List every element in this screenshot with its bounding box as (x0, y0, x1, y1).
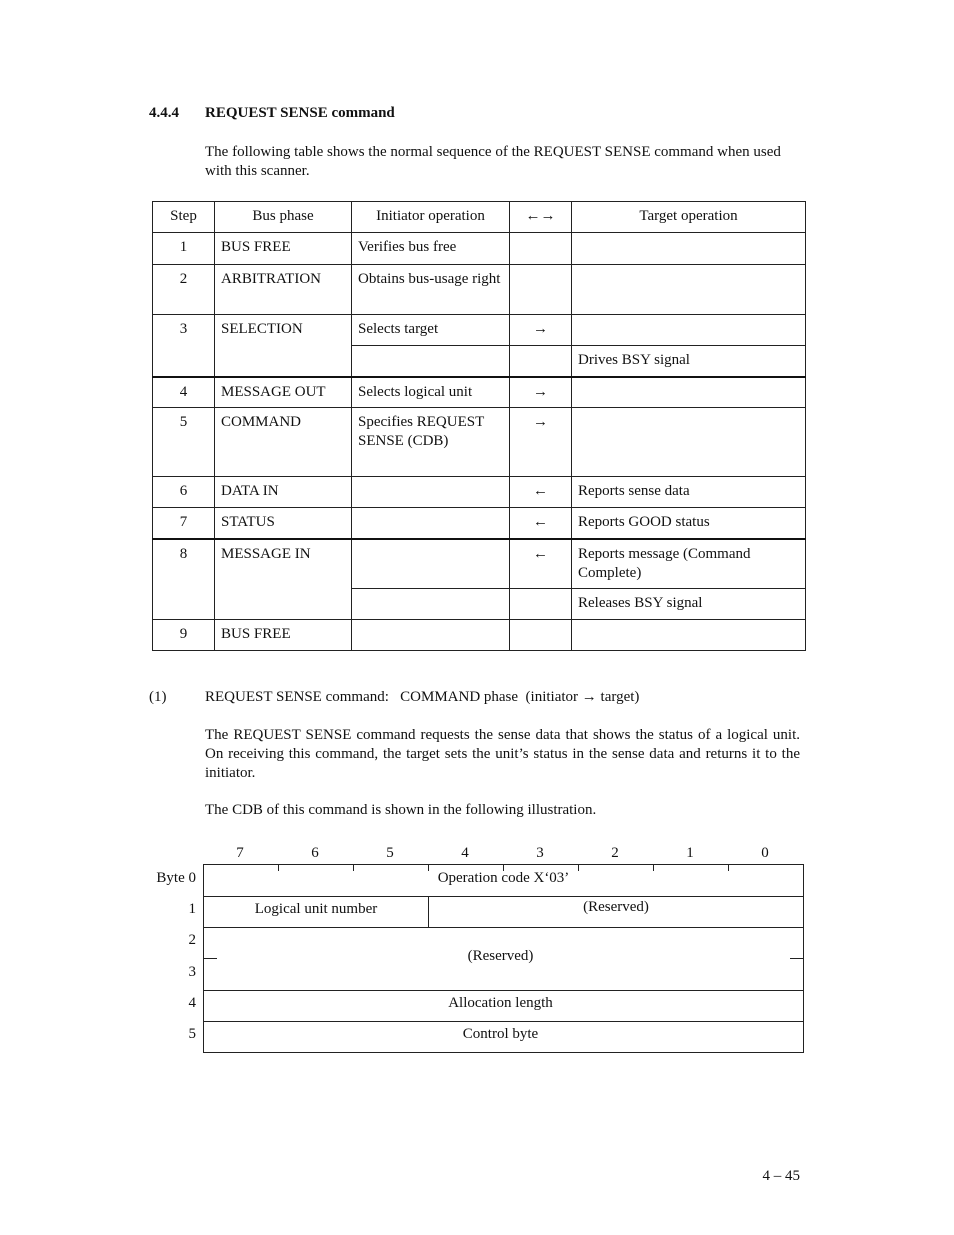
page-number: 4 – 45 (762, 1168, 800, 1184)
phase-cell: ARBITRATION (215, 265, 352, 315)
initiator-cell (352, 477, 510, 508)
bit-number: 4 (461, 845, 469, 861)
bit-number: 3 (536, 845, 544, 861)
section-number: 4.4.4 (149, 105, 179, 121)
bit-number: 6 (311, 845, 319, 861)
header-direction: ←→ (510, 202, 572, 233)
subsection-title: REQUEST SENSE command: COMMAND phase (initiator → target) (205, 689, 640, 705)
phase-cell: MESSAGE OUT (215, 377, 352, 408)
target-cell (572, 408, 806, 477)
phase-cell: BUS FREE (215, 620, 352, 651)
cdb-intro-paragraph: The CDB of this command is shown in the following illustration. (205, 802, 597, 818)
intro-paragraph: The following table shows the normal sequence of the REQUEST SENSE command when used with this scanner. (205, 144, 781, 179)
initiator-cell: Selects logical unit (352, 377, 510, 408)
step-cell: 3 (153, 315, 215, 377)
step-cell: 6 (153, 477, 215, 508)
step-cell: 7 (153, 508, 215, 539)
initiator-cell (352, 346, 510, 377)
table-row (153, 408, 806, 477)
target-cell (572, 620, 806, 651)
bit-number: 5 (386, 845, 394, 861)
arrow-cell (510, 620, 572, 651)
byte-label: 3 (188, 964, 196, 980)
phase-cell: BUS FREE (215, 233, 352, 265)
step-cell: 5 (153, 408, 215, 477)
opcode-field: Operation code X‘03’ (437, 870, 570, 886)
byte-label: 2 (188, 932, 196, 948)
header-step: Step (153, 202, 215, 233)
initiator-cell: Verifies bus free (352, 233, 510, 265)
initiator-cell (352, 620, 510, 651)
target-cell (572, 265, 806, 315)
table-row (153, 539, 806, 589)
bit-number: 1 (686, 845, 694, 861)
byte1-reserved-field: (Reserved) (583, 899, 649, 915)
bit-number: 0 (761, 845, 769, 861)
sequence-table (152, 201, 806, 651)
table-row (153, 265, 806, 315)
byte-label: 5 (188, 1026, 196, 1042)
subsection-number: (1) (149, 689, 167, 705)
target-cell (572, 377, 806, 408)
lun-field: Logical unit number (254, 901, 378, 917)
step-cell: 2 (153, 265, 215, 315)
phase-cell: STATUS (215, 508, 352, 539)
table-row (153, 477, 806, 508)
phase-cell: SELECTION (215, 315, 352, 377)
bit-number: 7 (236, 845, 244, 861)
initiator-cell: Specifies REQUEST SENSE (CDB) (352, 408, 510, 477)
arrow-cell: ← (510, 477, 572, 508)
table-row (153, 620, 806, 651)
bit-number: 2 (611, 845, 619, 861)
allocation-length-field: Allocation length (448, 995, 553, 1011)
step-cell: 9 (153, 620, 215, 651)
description-paragraph: The REQUEST SENSE command requests the sense data that shows the status of a logical unit. On receiving this command, the target sets the unit’s status in the sense data and returns it to the initiator. (205, 727, 800, 781)
byte-label: Byte 0 (156, 870, 196, 886)
step-cell: 4 (153, 377, 215, 408)
initiator-cell (352, 589, 510, 620)
table-header-row (153, 202, 806, 233)
bytes23-reserved-field: (Reserved) (467, 948, 534, 964)
target-cell: Drives BSY signal (572, 346, 806, 377)
arrow-cell (510, 265, 572, 315)
target-cell: Reports message (Command Complete) (572, 539, 806, 589)
initiator-cell: Selects target (352, 315, 510, 346)
phase-cell: MESSAGE IN (215, 539, 352, 620)
arrow-cell: → (510, 315, 572, 346)
table-row (153, 315, 806, 346)
step-cell: 8 (153, 539, 215, 620)
header-initiator: Initiator operation (352, 202, 510, 233)
header-bus-phase: Bus phase (215, 202, 352, 233)
table-row (153, 233, 806, 265)
arrow-cell: ← (510, 508, 572, 539)
control-byte-field: Control byte (462, 1026, 539, 1042)
target-cell: Releases BSY signal (572, 589, 806, 620)
byte-label: 1 (188, 901, 196, 917)
header-target: Target operation (572, 202, 806, 233)
arrow-cell: ← (510, 539, 572, 589)
table-row (153, 508, 806, 539)
initiator-cell: Obtains bus-usage right (352, 265, 510, 315)
target-cell: Reports sense data (572, 477, 806, 508)
step-cell: 1 (153, 233, 215, 265)
table-row (153, 377, 806, 408)
arrow-cell (510, 589, 572, 620)
initiator-cell (352, 508, 510, 539)
arrow-cell (510, 346, 572, 377)
initiator-cell (352, 539, 510, 589)
arrow-cell: → (510, 377, 572, 408)
phase-cell: COMMAND (215, 408, 352, 477)
byte-label: 4 (188, 995, 196, 1011)
section-title: REQUEST SENSE command (205, 105, 395, 121)
target-cell: Reports GOOD status (572, 508, 806, 539)
arrow-cell: → (510, 408, 572, 477)
target-cell (572, 315, 806, 346)
arrow-cell (510, 233, 572, 265)
target-cell (572, 233, 806, 265)
phase-cell: DATA IN (215, 477, 352, 508)
